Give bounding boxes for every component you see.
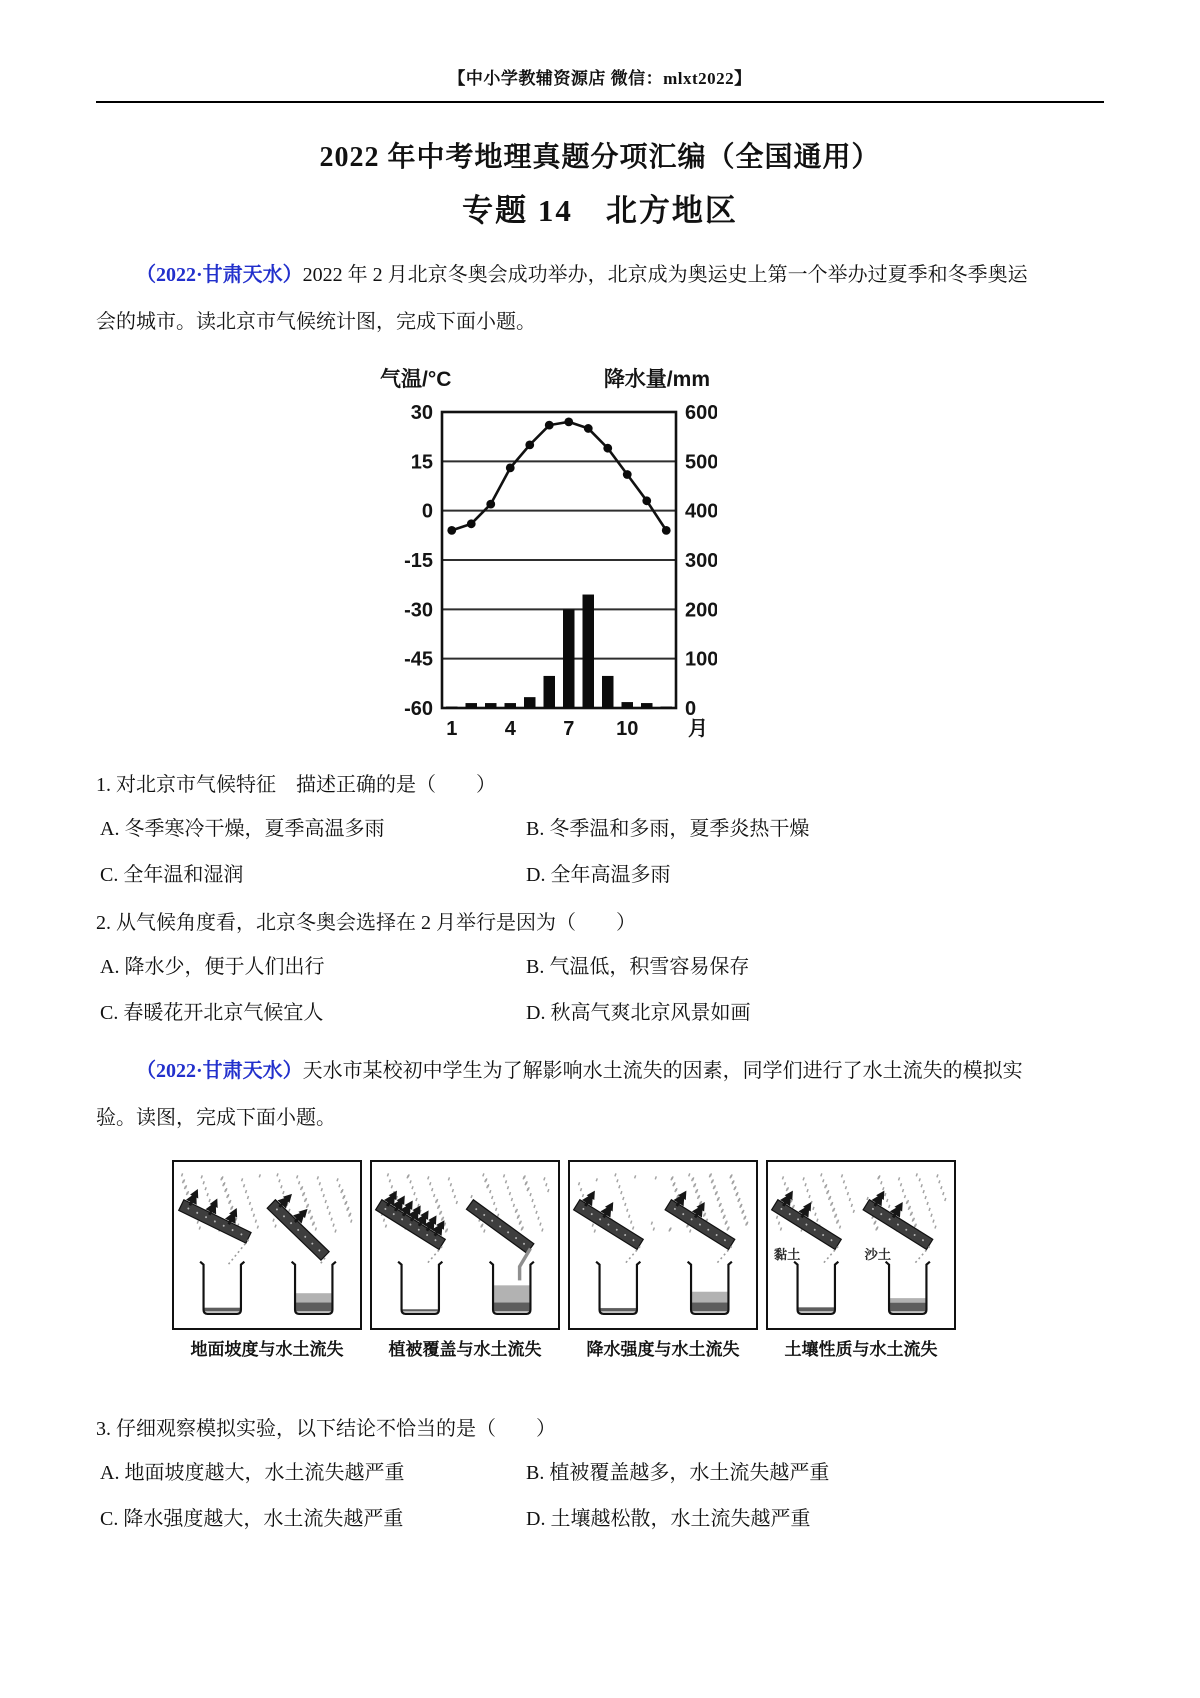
panel-caption: 降水强度与水土流失 (586, 1340, 740, 1359)
svg-text:-15: -15 (404, 550, 433, 572)
question-1-option-d: D. 全年高温多雨 (526, 864, 671, 886)
passage-2-line-1 (96, 1048, 1104, 1095)
doc-title: 2022 年中考地理真题分项汇编（全国通用） (319, 142, 881, 173)
question-1-option-b: B. 冬季温和多雨，夏季炎热干燥 (526, 818, 810, 840)
question-1-options (100, 816, 1104, 888)
question-2-option-b: B. 气温低，积雪容易保存 (526, 956, 750, 978)
question-2-stem: 2. 从气候角度看，北京冬奥会选择在 2 月举行是因为（ ） (96, 912, 636, 934)
svg-text:10: 10 (616, 718, 639, 740)
header-divider (96, 101, 1104, 103)
question-3-options (100, 1460, 1104, 1532)
source-tag: （2022·甘肃天水） (136, 264, 303, 286)
svg-text:0: 0 (421, 500, 433, 523)
question-2-options (100, 954, 1104, 1026)
experiment-panel-slope (172, 1160, 362, 1360)
experiment-panel-rainfall-svg (572, 1165, 755, 1325)
svg-text:-60: -60 (404, 698, 433, 720)
svg-text:300: 300 (685, 550, 717, 572)
experiment-panel-vegetation (370, 1160, 560, 1360)
svg-text:-30: -30 (404, 599, 433, 622)
question-2-option-d: D. 秋高气爽北京风景如画 (526, 1002, 751, 1024)
svg-text:15: 15 (410, 451, 433, 474)
source-tag: （2022·甘肃天水） (136, 1060, 303, 1082)
question-3-option-c: C. 降水强度越大，水土流失越严重 (100, 1508, 404, 1530)
svg-text:500: 500 (685, 451, 717, 474)
question-3-option-b: B. 植被覆盖越多，水土流失越严重 (526, 1462, 830, 1484)
experiment-panel-rainfall (568, 1160, 758, 1360)
passage-2 (96, 1048, 1104, 1142)
question-1-stem: 1. 对北京市气候特征 描述正确的是（ ） (96, 774, 496, 796)
svg-text:1: 1 (446, 718, 458, 740)
passage-1-line-2: 会的城市。读北京市气候统计图，完成下面小题。 (96, 311, 536, 333)
svg-text:气温/°C: 气温/°C (380, 368, 452, 391)
svg-text:降水量/mm: 降水量/mm (603, 368, 710, 391)
erosion-experiment-figure (172, 1160, 1200, 1360)
doc-subtitle: 专题 14 北方地区 (462, 193, 738, 228)
svg-text:30: 30 (410, 402, 433, 424)
experiment-panel-slope-svg (176, 1165, 359, 1325)
svg-text:600: 600 (685, 402, 717, 424)
passage-2-line-2: 验。读图，完成下面小题。 (96, 1107, 336, 1129)
svg-text:沙土: 沙土 (863, 1246, 891, 1262)
climate-chart-svg (372, 358, 717, 750)
beijing-climate-chart (0, 358, 1200, 750)
question-3-option-d: D. 土壤越松散，水土流失越严重 (526, 1508, 811, 1530)
passage-2-text: 天水市某校初中学生为了解影响水土流失的因素，同学们进行了水土流失的模拟实 (302, 1060, 1023, 1082)
question-1-option-c: C. 全年温和湿润 (100, 864, 244, 886)
question-2-option-c: C. 春暖花开北京气候宜人 (100, 1002, 324, 1024)
question-2-option-a: A. 降水少，便于人们出行 (100, 956, 325, 978)
svg-text:100: 100 (685, 648, 717, 671)
question-3-stem: 3. 仔细观察模拟实验，以下结论不恰当的是（ ） (96, 1418, 556, 1440)
experiment-panel-soil (766, 1160, 956, 1360)
panel-caption: 地面坡度与水土流失 (190, 1340, 344, 1359)
question-1-option-a: A. 冬季寒冷干燥，夏季高温多雨 (100, 818, 385, 840)
svg-text:-45: -45 (404, 648, 433, 671)
panel-caption: 土壤性质与水土流失 (784, 1340, 938, 1359)
svg-text:4: 4 (504, 718, 516, 740)
passage-1 (96, 252, 1104, 346)
passage-1-text: 2022 年 2 月北京冬奥会成功举办，北京成为奥运史上第一个举办过夏季和冬季奥运 (302, 264, 1028, 286)
experiment-panel-soil-svg (770, 1165, 953, 1325)
svg-text:7: 7 (563, 718, 575, 740)
svg-text:黏土: 黏土 (773, 1246, 800, 1262)
svg-text:400: 400 (685, 500, 717, 523)
svg-text:月: 月 (688, 718, 708, 740)
store-watermark: 【中小学教辅资源店 微信：mlxt2022】 (448, 69, 752, 88)
panel-caption: 植被覆盖与水土流失 (388, 1340, 542, 1359)
passage-1-line-1 (96, 252, 1104, 299)
svg-text:0: 0 (685, 698, 697, 720)
question-3-option-a: A. 地面坡度越大，水土流失越严重 (100, 1462, 405, 1484)
svg-text:200: 200 (685, 599, 717, 622)
experiment-panel-vegetation-svg (374, 1165, 557, 1325)
